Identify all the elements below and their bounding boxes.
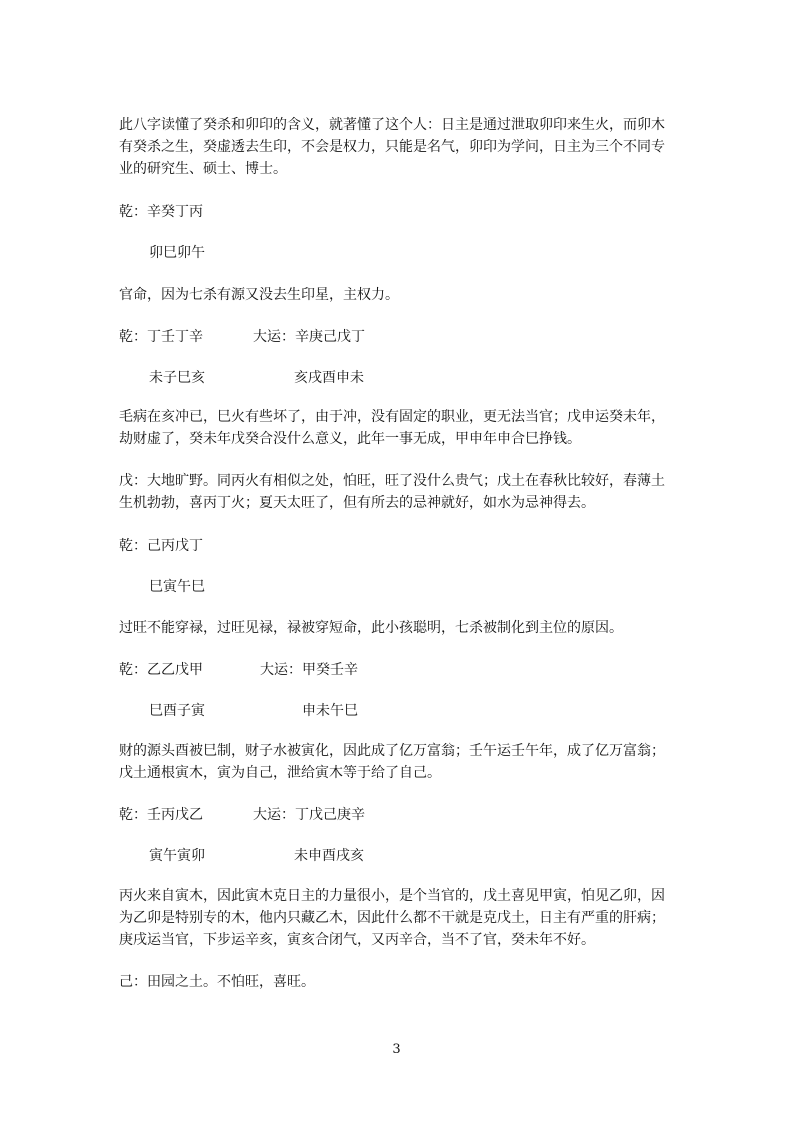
text-line: 毛病在亥冲已，巳火有些坏了，由于冲，没有固定的职业，更无法当官；戊申运癸未年， [119, 409, 665, 425]
paragraph-1 [119, 114, 679, 180]
chart-4-dayun: 大运：甲癸壬辛 [260, 662, 358, 678]
chart-4-dayun-branches: 申未午巳 [302, 703, 358, 719]
chart-2-stems: 乾：丁壬丁辛 [119, 329, 203, 345]
chart-1-branches: 卯巳卯午 [149, 245, 205, 261]
paragraph-6 [119, 740, 679, 784]
text-line: 戊土通根寅木，寅为自己，泄给寅木等于给了自己。 [119, 765, 441, 781]
text-line: 为乙卯是特别专的木，他内只藏乙木，因此什么都不干就是克戊土，日主有严重的肝病； [119, 910, 665, 926]
text-line: 劫财虚了，癸未年戊癸合没什么意义，此年一事无成，甲申年申合巳挣钱。 [119, 431, 581, 447]
chart-5-branches: 寅午寅卯 [149, 848, 205, 864]
text-line: 业的研究生、硕士、博士。 [119, 161, 287, 177]
text-line: 丙火来自寅木，因此寅木克日主的力量很小，是个当官的，戊土喜见甲寅，怕见乙卯，因 [119, 888, 665, 904]
chart-5-stems: 乾：壬丙戊乙 [119, 807, 203, 823]
chart-5-dayun-branches: 未申酉戌亥 [294, 848, 364, 864]
page-number: 3 [392, 1042, 401, 1057]
text-line: 官命，因为七杀有源又没去生印星，主权力。 [119, 287, 399, 303]
text-line: 过旺不能穿禄，过旺见禄，禄被穿短命，此小孩聪明，七杀被制化到主位的原因。 [119, 620, 623, 636]
text-line: 己：田园之土。不怕旺，喜旺。 [119, 974, 315, 990]
chart-2-dayun-branches: 亥戌酉申未 [294, 370, 364, 386]
chart-2-dayun: 大运：辛庚己戊丁 [253, 329, 365, 345]
chart-3-branches: 巳寅午巳 [149, 579, 205, 595]
text-line: 戊：大地旷野。同丙火有相似之处，怕旺，旺了没什么贵气；戊土在春秋比较好，春薄土 [119, 473, 665, 489]
chart-4-stems: 乾：乙乙戊甲 [119, 662, 203, 678]
paragraph-3 [119, 406, 679, 450]
chart-4-branches: 巳酉子寅 [149, 703, 205, 719]
paragraph-4 [119, 470, 679, 514]
text-line: 有癸杀之生，癸虚透去生印，不会是权力，只能是名气，卯印为学问，日主为三个不同专 [119, 139, 665, 155]
paragraph-8 [119, 971, 679, 993]
text-line: 财的源头酉被巳制，财子水被寅化，因此成了亿万富翁；壬午运壬午年，成了亿万富翁； [119, 743, 665, 759]
text-line: 庚戌运当官，下步运辛亥，寅亥合闭气，又丙辛合，当不了官，癸未年不好。 [119, 932, 595, 948]
paragraph-5 [119, 617, 679, 639]
chart-5-dayun: 大运：丁戊己庚辛 [253, 807, 365, 823]
chart-2-branches: 未子巳亥 [149, 370, 205, 386]
text-line: 此八字读懂了癸杀和卯印的含义，就著懂了这个人：日主是通过泄取卯印来生火，而卯木 [119, 117, 665, 133]
paragraph-7 [119, 885, 679, 951]
text-line: 生机勃勃，喜丙丁火；夏天太旺了，但有所去的忌神就好，如水为忌神得去。 [119, 495, 595, 511]
chart-1-stems: 乾：辛癸丁丙 [119, 204, 203, 220]
chart-3-stems: 乾：己丙戊丁 [119, 538, 203, 554]
paragraph-2 [119, 284, 679, 306]
